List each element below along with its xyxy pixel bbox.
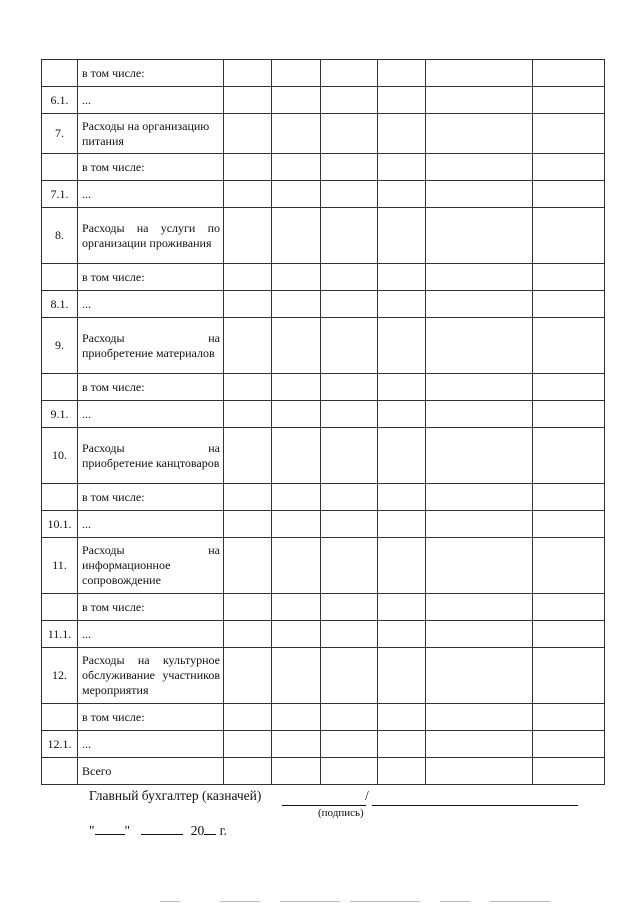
table-cell — [272, 60, 321, 87]
table-cell — [224, 60, 272, 87]
row-name: в том числе: — [78, 60, 224, 87]
table-cell — [321, 291, 378, 318]
row-number: 12. — [42, 648, 78, 704]
table-cell — [533, 401, 605, 428]
row-number: 8.1. — [42, 291, 78, 318]
table-cell — [224, 87, 272, 114]
table-cell — [272, 374, 321, 401]
row-name: ... — [78, 291, 224, 318]
table-cell — [426, 704, 533, 731]
table-cell — [378, 594, 426, 621]
table-row — [42, 87, 605, 114]
row-number — [42, 594, 78, 621]
table-cell — [272, 291, 321, 318]
table-cell — [224, 208, 272, 264]
row-name — [78, 538, 224, 594]
table-cell — [533, 484, 605, 511]
table-cell — [321, 731, 378, 758]
date-line — [89, 822, 227, 839]
table-cell — [224, 114, 272, 154]
table-row — [42, 318, 605, 374]
table-cell — [378, 154, 426, 181]
table-cell — [272, 114, 321, 154]
table-cell — [426, 648, 533, 704]
row-name: в том числе: — [78, 484, 224, 511]
row-number: 7. — [42, 114, 78, 154]
year-blank — [204, 822, 216, 835]
table-cell — [378, 291, 426, 318]
row-name: ... — [78, 511, 224, 538]
table-cell — [321, 114, 378, 154]
table-cell — [378, 731, 426, 758]
table-cell — [272, 731, 321, 758]
table-cell — [272, 428, 321, 484]
signature-slash: / — [365, 788, 369, 803]
row-name: ... — [78, 181, 224, 208]
table-cell — [224, 621, 272, 648]
table-cell — [426, 181, 533, 208]
table-cell — [378, 704, 426, 731]
month-blank — [141, 822, 183, 835]
table-cell — [533, 208, 605, 264]
row-number: 11. — [42, 538, 78, 594]
table-row — [42, 60, 605, 87]
expense-table-body — [42, 60, 605, 785]
table-cell — [272, 484, 321, 511]
table-cell — [426, 208, 533, 264]
table-cell — [272, 401, 321, 428]
table-cell — [426, 401, 533, 428]
row-name: Всего — [78, 758, 224, 785]
signature-caption: (подпись) — [318, 807, 364, 819]
table-cell — [224, 594, 272, 621]
table-cell — [426, 731, 533, 758]
table-row — [42, 731, 605, 758]
row-name: ... — [78, 621, 224, 648]
table-cell — [224, 704, 272, 731]
table-cell — [321, 208, 378, 264]
table-cell — [321, 484, 378, 511]
table-cell — [272, 621, 321, 648]
table-cell — [426, 154, 533, 181]
row-number — [42, 154, 78, 181]
table-cell — [533, 318, 605, 374]
table-cell — [378, 758, 426, 785]
table-cell — [378, 374, 426, 401]
row-name: в том числе: — [78, 704, 224, 731]
table-cell — [321, 648, 378, 704]
row-number: 12.1. — [42, 731, 78, 758]
row-name: в том числе: — [78, 154, 224, 181]
table-row — [42, 181, 605, 208]
table-cell — [378, 648, 426, 704]
table-row — [42, 114, 605, 154]
table-cell — [224, 291, 272, 318]
row-number: 10.1. — [42, 511, 78, 538]
row-name-rest: приобретение канцтоваров — [82, 455, 220, 470]
row-number — [42, 264, 78, 291]
table-row — [42, 538, 605, 594]
row-number: 9. — [42, 318, 78, 374]
row-name-rest: приобретение материалов — [82, 345, 215, 360]
row-name: Расходы на культурное обслуживание участников мероприятия — [78, 648, 224, 704]
table-cell — [378, 318, 426, 374]
table-cell — [272, 648, 321, 704]
table-cell — [321, 401, 378, 428]
table-row — [42, 154, 605, 181]
table-cell — [224, 484, 272, 511]
row-number — [42, 60, 78, 87]
row-number — [42, 374, 78, 401]
table-cell — [533, 428, 605, 484]
row-name-first: Расходы — [82, 330, 125, 345]
row-name: в том числе: — [78, 374, 224, 401]
table-row — [42, 374, 605, 401]
table-cell — [321, 538, 378, 594]
table-cell — [426, 114, 533, 154]
table-cell — [224, 428, 272, 484]
row-number — [42, 758, 78, 785]
table-cell — [533, 758, 605, 785]
table-row — [42, 704, 605, 731]
table-cell — [533, 621, 605, 648]
row-number: 8. — [42, 208, 78, 264]
table-cell — [272, 758, 321, 785]
table-cell — [378, 60, 426, 87]
table-cell — [533, 291, 605, 318]
table-cell — [426, 291, 533, 318]
table-cell — [378, 264, 426, 291]
table-cell — [272, 154, 321, 181]
table-row — [42, 648, 605, 704]
table-cell — [321, 264, 378, 291]
table-cell — [533, 114, 605, 154]
table-cell — [426, 428, 533, 484]
row-number: 7.1. — [42, 181, 78, 208]
row-name: ... — [78, 87, 224, 114]
table-cell — [321, 758, 378, 785]
table-cell — [224, 758, 272, 785]
row-number: 10. — [42, 428, 78, 484]
table-row — [42, 208, 605, 264]
table-row — [42, 484, 605, 511]
table-cell — [272, 511, 321, 538]
table-cell — [378, 181, 426, 208]
table-cell — [224, 264, 272, 291]
table-cell — [224, 401, 272, 428]
table-cell — [426, 484, 533, 511]
table-cell — [321, 704, 378, 731]
row-name-first-right: на — [208, 543, 220, 557]
table-cell — [533, 511, 605, 538]
table-cell — [321, 594, 378, 621]
scan-edge-marks — [150, 899, 610, 903]
row-name — [78, 428, 224, 484]
table-cell — [321, 87, 378, 114]
table-row — [42, 758, 605, 785]
row-name-first-right: на — [208, 330, 220, 345]
row-name: Расходы на услуги по организации проживания — [78, 208, 224, 264]
table-cell — [378, 621, 426, 648]
table-cell — [426, 374, 533, 401]
date-quote-open: " — [89, 823, 95, 838]
table-cell — [378, 114, 426, 154]
table-cell — [272, 87, 321, 114]
table-cell — [533, 538, 605, 594]
table-cell — [426, 758, 533, 785]
row-name: в том числе: — [78, 264, 224, 291]
row-number — [42, 704, 78, 731]
table-cell — [224, 154, 272, 181]
table-cell — [426, 538, 533, 594]
table-cell — [426, 621, 533, 648]
table-cell — [272, 181, 321, 208]
table-cell — [533, 374, 605, 401]
table-cell — [224, 648, 272, 704]
table-cell — [426, 264, 533, 291]
row-name-first-right: на — [208, 440, 220, 455]
table-cell — [272, 538, 321, 594]
table-cell — [272, 264, 321, 291]
year-prefix: 20 — [190, 823, 205, 838]
signature-name-line — [372, 805, 578, 806]
table-cell — [378, 428, 426, 484]
table-cell — [533, 87, 605, 114]
expense-table — [41, 59, 605, 785]
row-name-rest: информационное сопровождение — [82, 558, 171, 587]
table-cell — [533, 648, 605, 704]
table-cell — [224, 511, 272, 538]
signature-line — [282, 805, 366, 806]
table-row — [42, 594, 605, 621]
table-row — [42, 511, 605, 538]
table-cell — [224, 538, 272, 594]
row-number: 9.1. — [42, 401, 78, 428]
table-cell — [533, 594, 605, 621]
table-cell — [426, 511, 533, 538]
row-name: ... — [78, 731, 224, 758]
table-cell — [426, 594, 533, 621]
table-cell — [378, 208, 426, 264]
table-row — [42, 401, 605, 428]
row-number: 11.1. — [42, 621, 78, 648]
row-number: 6.1. — [42, 87, 78, 114]
table-cell — [426, 87, 533, 114]
table-cell — [321, 428, 378, 484]
table-cell — [321, 60, 378, 87]
table-cell — [224, 318, 272, 374]
table-cell — [224, 374, 272, 401]
table-cell — [272, 594, 321, 621]
table-cell — [321, 621, 378, 648]
table-cell — [224, 181, 272, 208]
table-cell — [272, 318, 321, 374]
row-name: Расходы на организацию питания — [78, 114, 224, 154]
row-name-first: Расходы — [82, 440, 125, 455]
table-cell — [378, 87, 426, 114]
row-number — [42, 484, 78, 511]
table-cell — [533, 264, 605, 291]
table-cell — [224, 731, 272, 758]
table-row — [42, 264, 605, 291]
table-row — [42, 428, 605, 484]
table-cell — [378, 401, 426, 428]
table-cell — [426, 318, 533, 374]
table-cell — [533, 60, 605, 87]
table-cell — [426, 60, 533, 87]
table-cell — [321, 318, 378, 374]
table-cell — [321, 154, 378, 181]
table-cell — [321, 511, 378, 538]
table-cell — [272, 704, 321, 731]
row-name: в том числе: — [78, 594, 224, 621]
signature-label: Главный бухгалтер (казначей) — [89, 788, 262, 803]
table-row — [42, 621, 605, 648]
year-suffix: г. — [219, 823, 228, 838]
table-cell — [321, 374, 378, 401]
table-cell — [533, 731, 605, 758]
row-name — [78, 318, 224, 374]
table-cell — [378, 484, 426, 511]
table-cell — [533, 154, 605, 181]
day-blank — [95, 822, 125, 835]
table-cell — [321, 181, 378, 208]
table-row — [42, 291, 605, 318]
row-name-first: Расходы — [82, 543, 125, 557]
table-cell — [378, 538, 426, 594]
table-cell — [272, 208, 321, 264]
row-name: ... — [78, 401, 224, 428]
date-quote-close: " — [124, 823, 131, 838]
table-cell — [378, 511, 426, 538]
table-cell — [533, 704, 605, 731]
table-cell — [533, 181, 605, 208]
